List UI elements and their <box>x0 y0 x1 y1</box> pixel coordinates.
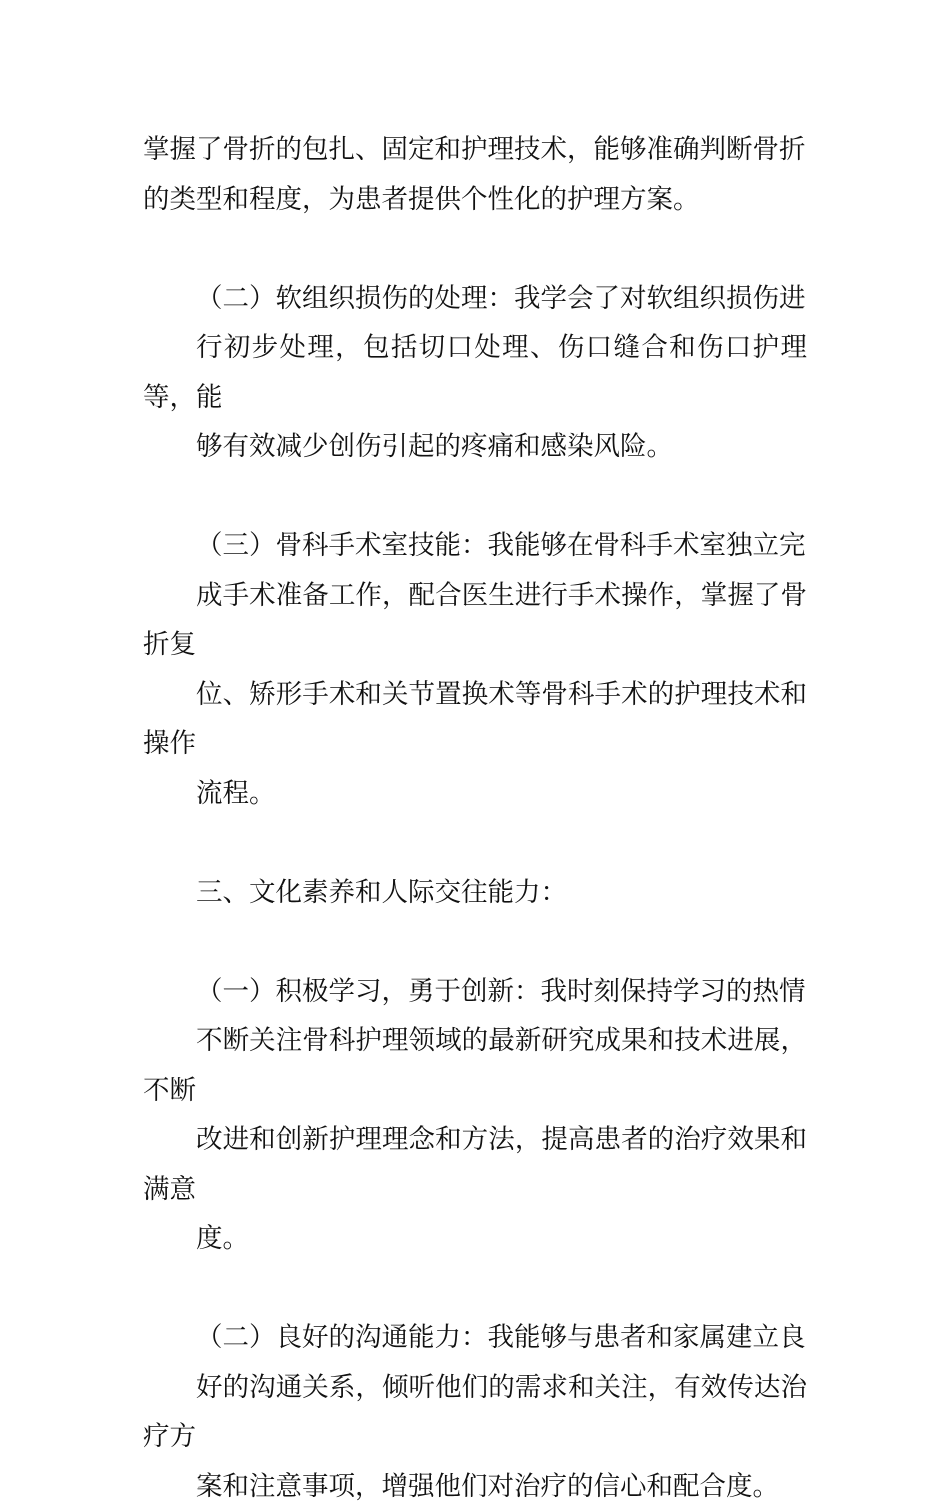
text-line: 掌握了骨折的包扎、固定和护理技术，能够准确判断骨折 <box>143 125 807 175</box>
text-line: 好的沟通关系，倾听他们的需求和关注，有效传达治疗方 <box>143 1363 807 1462</box>
paragraph-soft-tissue <box>143 274 807 472</box>
text-line: （三）骨科手术室技能：我能够在骨科手术室独立完 <box>143 521 807 571</box>
text-line: 成手术准备工作，配合医生进行手术操作，掌握了骨折复 <box>143 571 807 670</box>
paragraph-gap <box>143 472 807 522</box>
text-line: 流程。 <box>143 769 807 819</box>
paragraph-gap <box>143 1264 807 1314</box>
paragraph-gap <box>143 917 807 967</box>
text-line: 的类型和程度，为患者提供个性化的护理方案。 <box>143 175 807 225</box>
text-line: 够有效减少创伤引起的疼痛和感染风险。 <box>143 422 807 472</box>
text-line: 三、文化素养和人际交往能力： <box>143 868 807 918</box>
paragraph-gap <box>143 818 807 868</box>
paragraph-fracture-care <box>143 125 807 224</box>
paragraph-communication <box>143 1313 807 1511</box>
text-line: 案和注意事项，增强他们对治疗的信心和配合度。 <box>143 1462 807 1511</box>
section-heading <box>143 868 807 918</box>
text-line: （二）良好的沟通能力：我能够与患者和家属建立良 <box>143 1313 807 1363</box>
paragraph-operating-room <box>143 521 807 818</box>
paragraph-gap <box>143 224 807 274</box>
text-line: （一）积极学习，勇于创新：我时刻保持学习的热情 <box>143 967 807 1017</box>
paragraph-active-learning <box>143 967 807 1264</box>
text-line: 不断关注骨科护理领域的最新研究成果和技术进展，不断 <box>143 1016 807 1115</box>
text-line: 改进和创新护理理念和方法，提高患者的治疗效果和满意 <box>143 1115 807 1214</box>
text-line: （二）软组织损伤的处理：我学会了对软组织损伤进 <box>143 274 807 324</box>
text-line: 位、矫形手术和关节置换术等骨科手术的护理技术和操作 <box>143 670 807 769</box>
text-line: 度。 <box>143 1214 807 1264</box>
text-line: 行初步处理，包括切口处理、伤口缝合和伤口护理等，能 <box>143 323 807 422</box>
document-page <box>143 125 807 1511</box>
